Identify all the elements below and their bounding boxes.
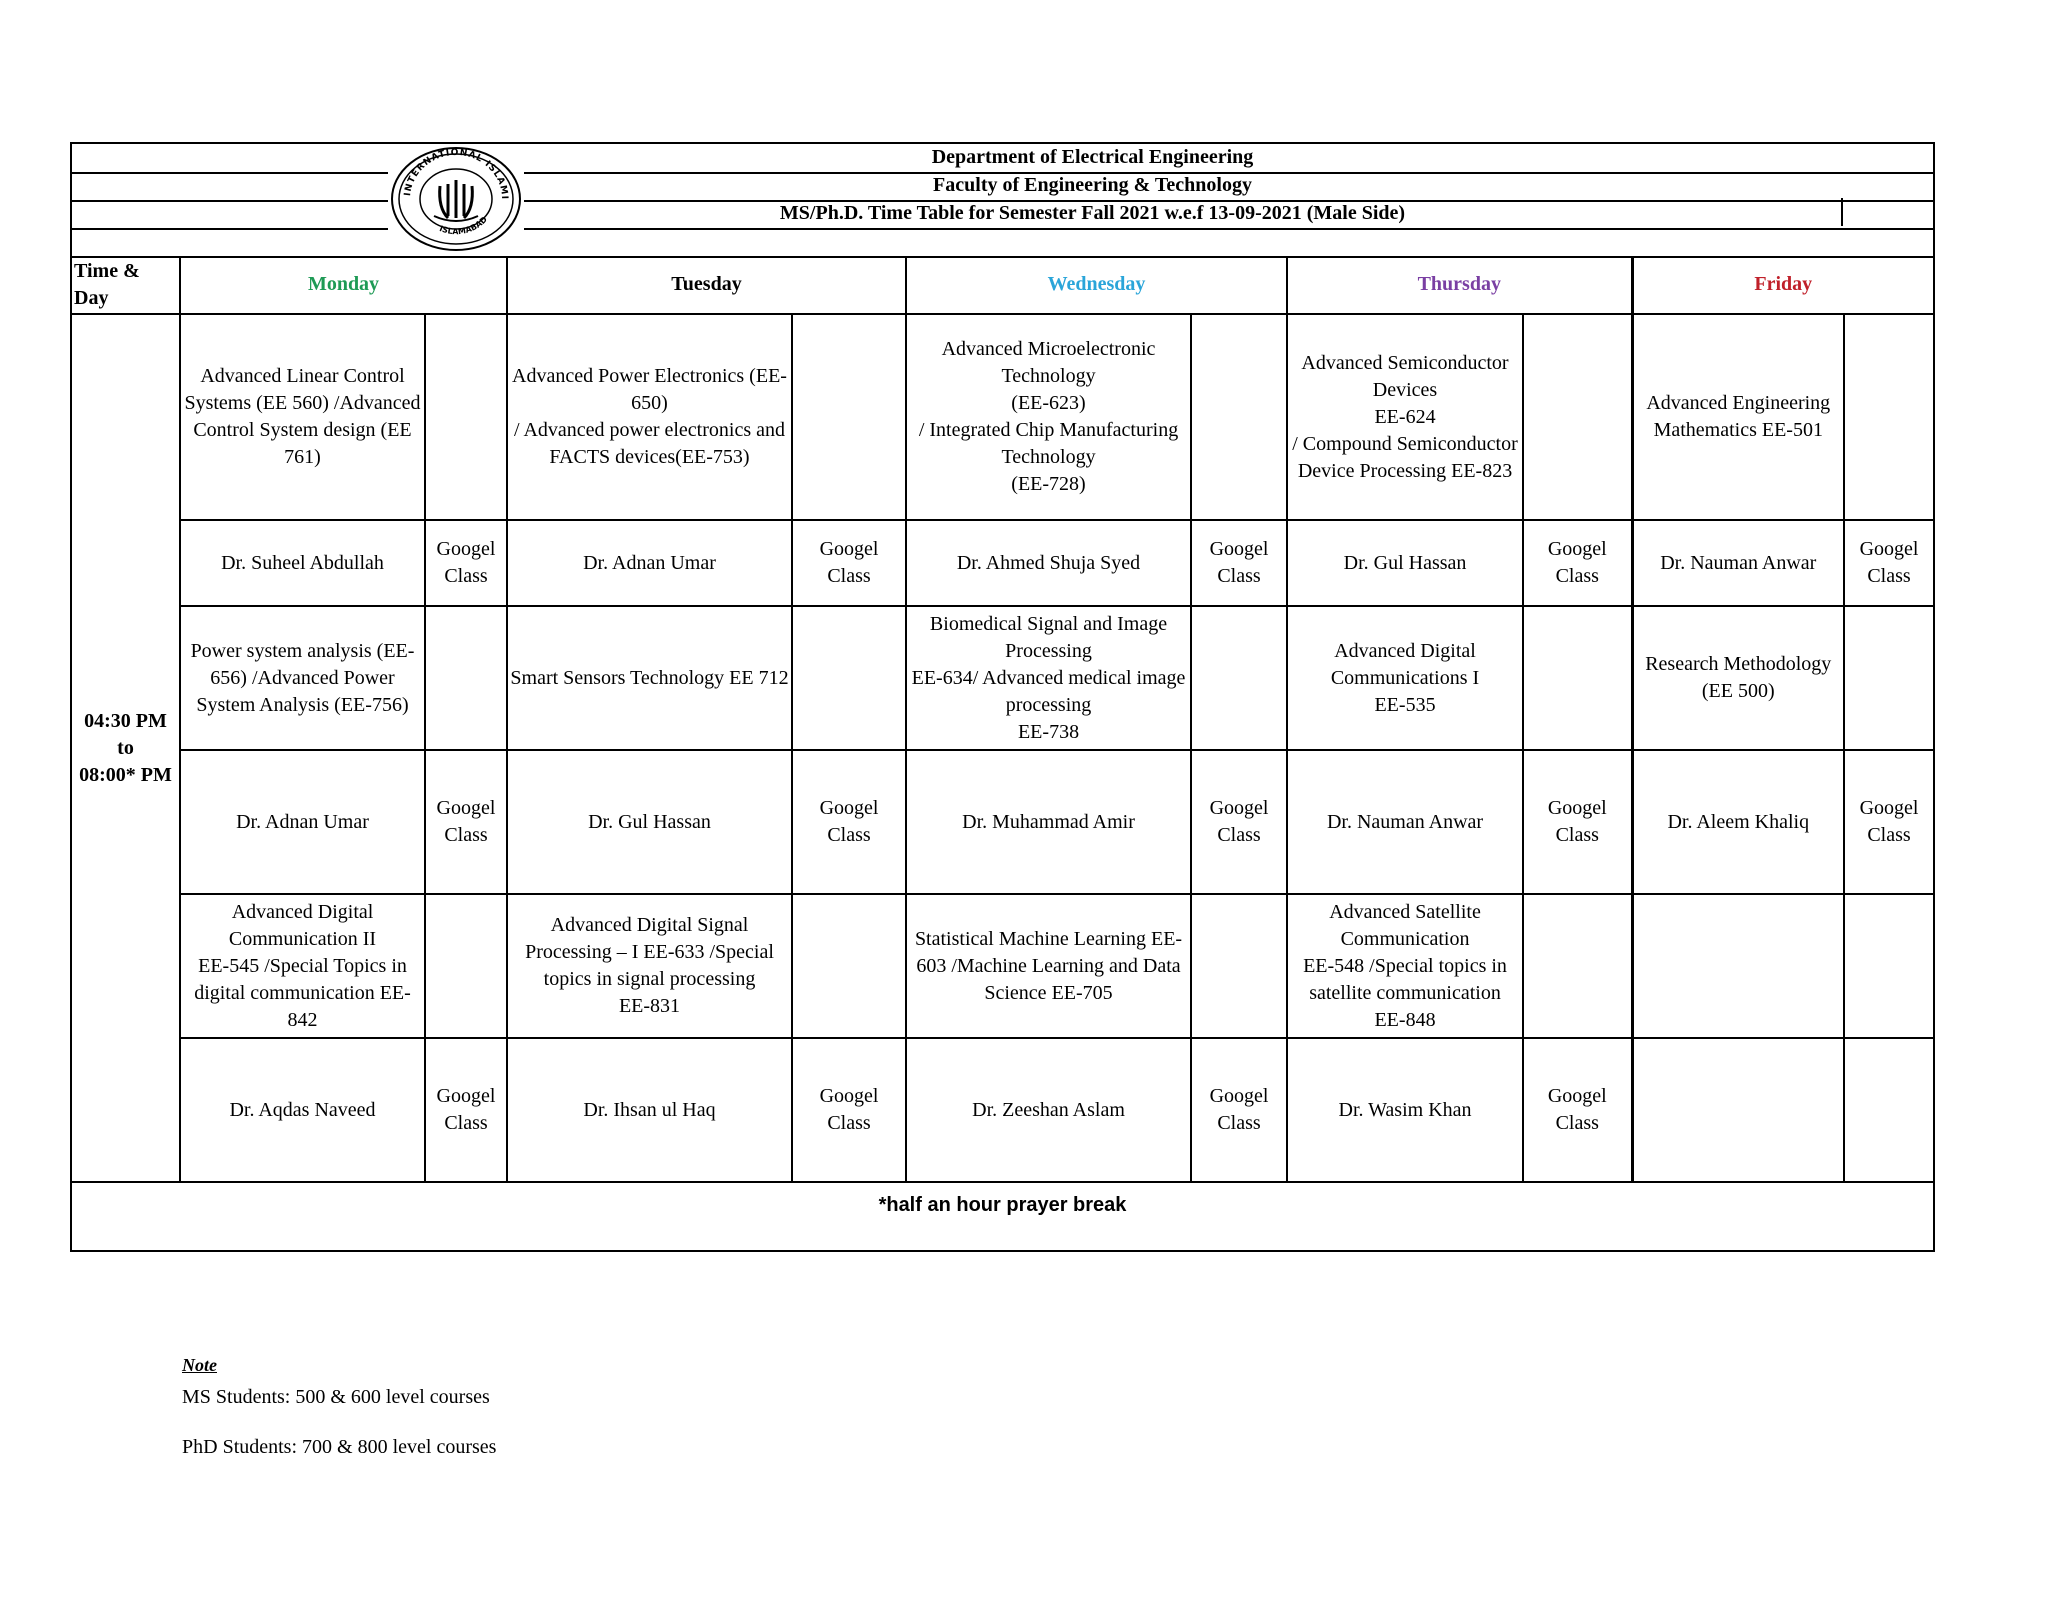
course-cell: Advanced Digital Communication II EE-545 /Special Topics in digital communication EE-842 <box>180 894 425 1038</box>
instructor-row <box>72 750 1933 894</box>
class-mode-cell: Googel Class <box>1523 1038 1632 1182</box>
course-cell: Advanced Engineering Mathematics EE-501 <box>1632 314 1844 520</box>
course-cell: Advanced Semiconductor Devices EE-624 / Compound Semiconductor Device Processing EE-823 <box>1287 314 1523 520</box>
class-mode-cell: Googel Class <box>1523 750 1632 894</box>
timetable-grid <box>72 256 1933 1227</box>
note-title: Note <box>182 1355 217 1375</box>
faculty-title-row <box>72 172 1933 202</box>
instructor-cell: Dr. Zeeshan Aslam <box>906 1038 1191 1182</box>
mode-cell-empty <box>1191 314 1287 520</box>
mode-cell-empty <box>792 314 906 520</box>
day-header-friday: Friday <box>1632 256 1933 314</box>
instructor-cell: Dr. Nauman Anwar <box>1632 520 1844 606</box>
class-mode-cell: Googel Class <box>425 1038 507 1182</box>
time-slot-cell: 04:30 PM to 08:00* PM <box>72 314 180 1182</box>
mode-cell-empty <box>1523 894 1632 1038</box>
instructor-cell: Dr. Aqdas Naveed <box>180 1038 425 1182</box>
instructor-cell <box>1632 1038 1844 1182</box>
timetable-sheet <box>70 142 1935 1252</box>
class-mode-cell: Googel Class <box>425 750 507 894</box>
mode-cell-empty <box>792 606 906 750</box>
class-mode-cell: Googel Class <box>1523 520 1632 606</box>
svg-text:INTERNATIONAL ISLAMIC UNIVERSI: INTERNATIONAL ISLAMI <box>403 147 510 201</box>
instructor-cell: Dr. Aleem Khaliq <box>1632 750 1844 894</box>
class-mode-cell: Googel Class <box>792 1038 906 1182</box>
class-mode-cell: Googel Class <box>792 520 906 606</box>
mode-cell-empty <box>1191 894 1287 1038</box>
course-cell: Statistical Machine Learning EE-603 /Machine Learning and Data Science EE-705 <box>906 894 1191 1038</box>
class-mode-cell: Googel Class <box>792 750 906 894</box>
prayer-break-note: *half an hour prayer break <box>72 1182 1933 1227</box>
course-cell: Advanced Microelectronic Technology (EE-623) / Integrated Chip Manufacturing Technology (EE-728) <box>906 314 1191 520</box>
instructor-row <box>72 1038 1933 1182</box>
course-cell <box>1632 894 1844 1038</box>
instructor-cell: Dr. Suheel Abdullah <box>180 520 425 606</box>
course-cell: Biomedical Signal and Image Processing EE-634/ Advanced medical image processing EE-738 <box>906 606 1191 750</box>
instructor-cell: Dr. Adnan Umar <box>180 750 425 894</box>
class-mode-cell: Googel Class <box>1191 520 1287 606</box>
mode-cell-empty <box>425 606 507 750</box>
course-cell: Advanced Linear Control Systems (EE 560) /Advanced Control System design (EE 761) <box>180 314 425 520</box>
title-tail-cell <box>1841 198 1933 226</box>
faculty-title: Faculty of Engineering & Technology <box>933 174 1252 196</box>
instructor-cell: Dr. Gul Hassan <box>1287 520 1523 606</box>
course-row <box>72 894 1933 1038</box>
course-row <box>72 314 1933 520</box>
course-cell: Power system analysis (EE-656) /Advanced Power System Analysis (EE-756) <box>180 606 425 750</box>
university-seal-logo <box>388 146 524 252</box>
note-ms-students: MS Students: 500 & 600 level courses <box>182 1386 490 1408</box>
mode-cell-empty <box>1844 314 1933 520</box>
mode-cell-empty <box>1523 314 1632 520</box>
course-cell: Advanced Power Electronics (EE-650) / Advanced power electronics and FACTS devices(EE-753) <box>507 314 792 520</box>
mode-cell-empty <box>1844 894 1933 1038</box>
day-header-tuesday: Tuesday <box>507 256 906 314</box>
day-header-wednesday: Wednesday <box>906 256 1287 314</box>
instructor-cell: Dr. Adnan Umar <box>507 520 792 606</box>
mode-cell-empty <box>425 894 507 1038</box>
course-cell: Advanced Satellite Communication EE-548 /Special topics in satellite communication EE-848 <box>1287 894 1523 1038</box>
note-section <box>182 1352 496 1460</box>
note-phd-students: PhD Students: 700 & 800 level courses <box>182 1436 497 1458</box>
mode-cell-empty <box>425 314 507 520</box>
course-cell: Smart Sensors Technology EE 712 <box>507 606 792 750</box>
instructor-cell: Dr. Ihsan ul Haq <box>507 1038 792 1182</box>
course-cell: Advanced Digital Communications I EE-535 <box>1287 606 1523 750</box>
course-cell: Advanced Digital Signal Processing – I EE-633 /Special topics in signal processing EE-831 <box>507 894 792 1038</box>
class-mode-cell: Googel Class <box>1844 750 1933 894</box>
course-cell: Research Methodology (EE 500) <box>1632 606 1844 750</box>
mode-cell-empty <box>1844 606 1933 750</box>
department-title-row <box>72 144 1933 174</box>
mode-cell-empty <box>792 894 906 1038</box>
timetable-title-row <box>72 200 1933 230</box>
instructor-row <box>72 520 1933 606</box>
mode-cell-empty <box>1191 606 1287 750</box>
class-mode-cell: Googel Class <box>1191 750 1287 894</box>
class-mode-cell: Googel Class <box>425 520 507 606</box>
class-mode-cell: Googel Class <box>1191 1038 1287 1182</box>
day-header-thursday: Thursday <box>1287 256 1632 314</box>
class-mode-cell: Googel Class <box>1844 520 1933 606</box>
instructor-cell: Dr. Ahmed Shuja Syed <box>906 520 1191 606</box>
svg-text:ISLAMABAD: ISLAMABAD <box>438 214 489 237</box>
header-spacer-row <box>72 228 1933 258</box>
course-row <box>72 606 1933 750</box>
footer-row <box>72 1182 1933 1227</box>
department-title: Department of Electrical Engineering <box>931 146 1254 168</box>
timetable-title: MS/Ph.D. Time Table for Semester Fall 2021 w.e.f 13-09-2021 (Male Side) <box>779 202 1406 224</box>
day-header-monday: Monday <box>180 256 507 314</box>
corner-label: Time & Day <box>72 256 180 314</box>
mode-cell-empty <box>1523 606 1632 750</box>
class-mode-cell <box>1844 1038 1933 1182</box>
instructor-cell: Dr. Wasim Khan <box>1287 1038 1523 1182</box>
instructor-cell: Dr. Muhammad Amir <box>906 750 1191 894</box>
instructor-cell: Dr. Gul Hassan <box>507 750 792 894</box>
instructor-cell: Dr. Nauman Anwar <box>1287 750 1523 894</box>
day-header-row <box>72 256 1933 314</box>
